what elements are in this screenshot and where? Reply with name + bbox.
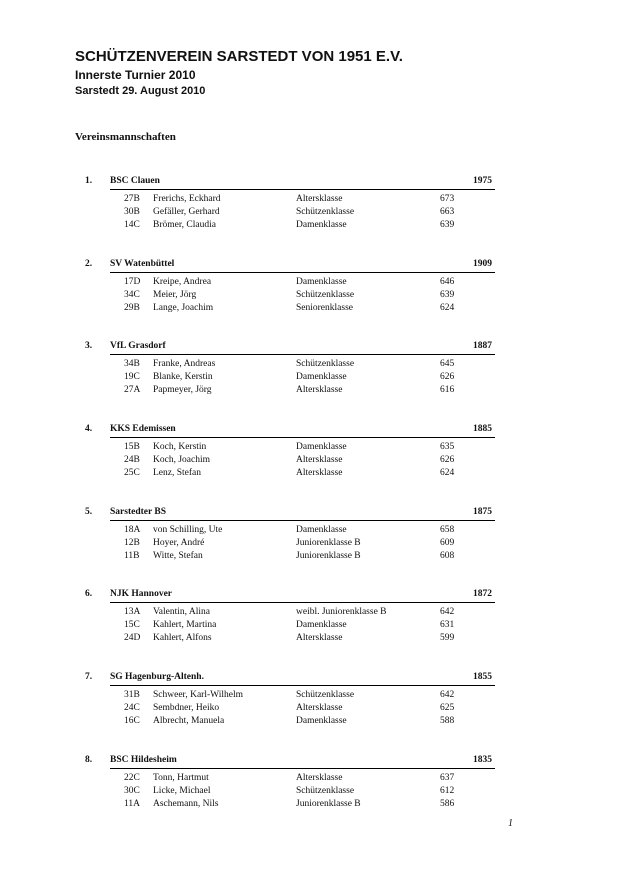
document-title: SCHÜTZENVEREIN SARSTEDT VON 1951 E.V. <box>75 48 403 65</box>
member-row <box>0 442 620 454</box>
member-row <box>0 468 620 480</box>
team-rank: 5. <box>85 507 93 517</box>
member-row <box>0 786 620 798</box>
member-row <box>0 455 620 467</box>
team-block <box>0 176 620 256</box>
shooter-class: Damenklasse <box>296 372 347 382</box>
shooter-name: Brömer, Claudia <box>153 220 216 230</box>
team-club: VfL Grasdorf <box>110 341 166 351</box>
shooter-class: Damenklasse <box>296 442 347 452</box>
shooter-name: Lange, Joachim <box>153 303 214 313</box>
shooter-class: weibl. Juniorenklasse B <box>296 607 387 617</box>
member-row <box>0 372 620 384</box>
shooter-score: 639 <box>440 290 455 300</box>
team-block <box>0 755 620 835</box>
start-number: 24C <box>124 703 140 713</box>
team-club: BSC Clauen <box>110 176 160 186</box>
member-row <box>0 690 620 702</box>
start-number: 11B <box>124 551 140 561</box>
shooter-class: Altersklasse <box>296 194 343 204</box>
team-total-score: 1872 <box>473 589 492 599</box>
shooter-score: 645 <box>440 359 455 369</box>
member-row <box>0 773 620 785</box>
shooter-name: Meier, Jörg <box>153 290 197 300</box>
divider <box>110 685 495 686</box>
shooter-name: Koch, Kerstin <box>153 442 207 452</box>
start-number: 30B <box>124 207 140 217</box>
divider <box>110 354 495 355</box>
divider <box>110 272 495 273</box>
member-row <box>0 385 620 397</box>
team-rank: 7. <box>85 672 93 682</box>
member-row <box>0 716 620 728</box>
start-number: 12B <box>124 538 140 548</box>
member-row <box>0 551 620 563</box>
team-total-score: 1875 <box>473 507 492 517</box>
team-rank: 1. <box>85 176 93 186</box>
shooter-score: 624 <box>440 303 455 313</box>
member-row <box>0 799 620 811</box>
start-number: 15C <box>124 620 140 630</box>
member-row <box>0 633 620 645</box>
shooter-score: 626 <box>440 372 455 382</box>
shooter-class: Damenklasse <box>296 220 347 230</box>
shooter-class: Altersklasse <box>296 633 343 643</box>
team-total-score: 1975 <box>473 176 492 186</box>
team-club: NJK Hannover <box>110 589 173 599</box>
shooter-score: 626 <box>440 455 455 465</box>
start-number: 22C <box>124 773 140 783</box>
shooter-class: Schützenklasse <box>296 690 355 700</box>
team-club: BSC Hildesheim <box>110 755 177 765</box>
shooter-class: Schützenklasse <box>296 359 355 369</box>
shooter-name: Lenz, Stefan <box>153 468 202 478</box>
team-block <box>0 341 620 421</box>
team-total-score: 1835 <box>473 755 492 765</box>
team-block <box>0 589 620 669</box>
shooter-class: Altersklasse <box>296 773 343 783</box>
member-row <box>0 620 620 632</box>
shooter-class: Altersklasse <box>296 385 343 395</box>
shooter-name: Kahlert, Alfons <box>153 633 212 643</box>
member-row <box>0 525 620 537</box>
start-number: 15B <box>124 442 140 452</box>
shooter-score: 673 <box>440 194 455 204</box>
start-number: 13A <box>124 607 141 617</box>
team-club: KKS Edemissen <box>110 424 176 434</box>
shooter-score: 642 <box>440 690 455 700</box>
team-total-score: 1909 <box>473 259 492 269</box>
shooter-class: Damenklasse <box>296 620 347 630</box>
tournament-name: Innerste Turnier 2010 <box>75 68 196 82</box>
start-number: 34C <box>124 290 140 300</box>
member-row <box>0 359 620 371</box>
shooter-class: Schützenklasse <box>296 786 355 796</box>
team-block <box>0 424 620 504</box>
team-club: SG Hagenburg-Altenh. <box>110 672 204 682</box>
team-block <box>0 672 620 752</box>
shooter-name: Tonn, Hartmut <box>153 773 209 783</box>
shooter-class: Juniorenklasse B <box>296 551 361 561</box>
shooter-score: 663 <box>440 207 455 217</box>
start-number: 17D <box>124 277 141 287</box>
member-row <box>0 607 620 619</box>
shooter-name: Frerichs, Eckhard <box>153 194 221 204</box>
member-row <box>0 290 620 302</box>
shooter-class: Juniorenklasse B <box>296 538 361 548</box>
shooter-name: Licke, Michael <box>153 786 211 796</box>
shooter-name: Blanke, Kerstin <box>153 372 213 382</box>
start-number: 14C <box>124 220 140 230</box>
shooter-name: Hoyer, André <box>153 538 205 548</box>
shooter-score: 639 <box>440 220 455 230</box>
start-number: 34B <box>124 359 140 369</box>
start-number: 11A <box>124 799 141 809</box>
divider <box>110 520 495 521</box>
shooter-class: Seniorenklasse <box>296 303 353 313</box>
start-number: 31B <box>124 690 140 700</box>
shooter-class: Altersklasse <box>296 703 343 713</box>
divider <box>110 437 495 438</box>
member-row <box>0 277 620 289</box>
shooter-class: Schützenklasse <box>296 290 355 300</box>
section-title: Vereinsmannschaften <box>75 131 176 143</box>
shooter-score: 609 <box>440 538 455 548</box>
start-number: 24D <box>124 633 141 643</box>
member-row <box>0 194 620 206</box>
location-date: Sarstedt 29. August 2010 <box>75 85 206 97</box>
team-club: Sarstedter BS <box>110 507 167 517</box>
shooter-name: Aschemann, Nils <box>153 799 219 809</box>
team-total-score: 1885 <box>473 424 492 434</box>
shooter-score: 658 <box>440 525 455 535</box>
shooter-score: 586 <box>440 799 455 809</box>
shooter-score: 635 <box>440 442 455 452</box>
shooter-score: 608 <box>440 551 455 561</box>
start-number: 27A <box>124 385 141 395</box>
shooter-name: Albrecht, Manuela <box>153 716 225 726</box>
team-rank: 2. <box>85 259 93 269</box>
team-block <box>0 259 620 339</box>
member-row <box>0 703 620 715</box>
shooter-name: Schweer, Karl-Wilhelm <box>153 690 243 700</box>
divider <box>110 602 495 603</box>
team-total-score: 1887 <box>473 341 492 351</box>
shooter-score: 588 <box>440 716 455 726</box>
shooter-class: Altersklasse <box>296 468 343 478</box>
shooter-score: 624 <box>440 468 455 478</box>
shooter-name: Valentin, Alina <box>153 607 210 617</box>
team-block <box>0 507 620 587</box>
shooter-name: Papmeyer, Jörg <box>153 385 212 395</box>
shooter-name: Koch, Joachim <box>153 455 210 465</box>
shooter-name: Kreipe, Andrea <box>153 277 212 287</box>
shooter-class: Damenklasse <box>296 716 347 726</box>
shooter-class: Altersklasse <box>296 455 343 465</box>
team-rank: 6. <box>85 589 93 599</box>
start-number: 16C <box>124 716 140 726</box>
shooter-score: 616 <box>440 385 455 395</box>
shooter-name: Witte, Stefan <box>153 551 203 561</box>
team-total-score: 1855 <box>473 672 492 682</box>
page-number: 1 <box>508 818 513 829</box>
shooter-score: 646 <box>440 277 455 287</box>
start-number: 25C <box>124 468 140 478</box>
divider <box>110 189 495 190</box>
start-number: 24B <box>124 455 140 465</box>
team-rank: 8. <box>85 755 93 765</box>
start-number: 30C <box>124 786 140 796</box>
member-row <box>0 207 620 219</box>
shooter-name: von Schilling, Ute <box>153 525 223 535</box>
team-club: SV Watenbüttel <box>110 259 175 269</box>
shooter-score: 631 <box>440 620 455 630</box>
shooter-class: Schützenklasse <box>296 207 355 217</box>
shooter-class: Damenklasse <box>296 277 347 287</box>
member-row <box>0 303 620 315</box>
member-row <box>0 220 620 232</box>
shooter-class: Damenklasse <box>296 525 347 535</box>
shooter-score: 642 <box>440 607 455 617</box>
shooter-score: 637 <box>440 773 455 783</box>
shooter-class: Juniorenklasse B <box>296 799 361 809</box>
divider <box>110 768 495 769</box>
shooter-name: Gefäller, Gerhard <box>153 207 220 217</box>
start-number: 18A <box>124 525 141 535</box>
member-row <box>0 538 620 550</box>
shooter-score: 599 <box>440 633 455 643</box>
shooter-name: Kahlert, Martina <box>153 620 217 630</box>
start-number: 27B <box>124 194 140 204</box>
start-number: 29B <box>124 303 140 313</box>
team-rank: 3. <box>85 341 93 351</box>
shooter-score: 625 <box>440 703 455 713</box>
shooter-name: Sembdner, Heiko <box>153 703 220 713</box>
team-rank: 4. <box>85 424 93 434</box>
shooter-score: 612 <box>440 786 455 796</box>
start-number: 19C <box>124 372 140 382</box>
shooter-name: Franke, Andreas <box>153 359 216 369</box>
